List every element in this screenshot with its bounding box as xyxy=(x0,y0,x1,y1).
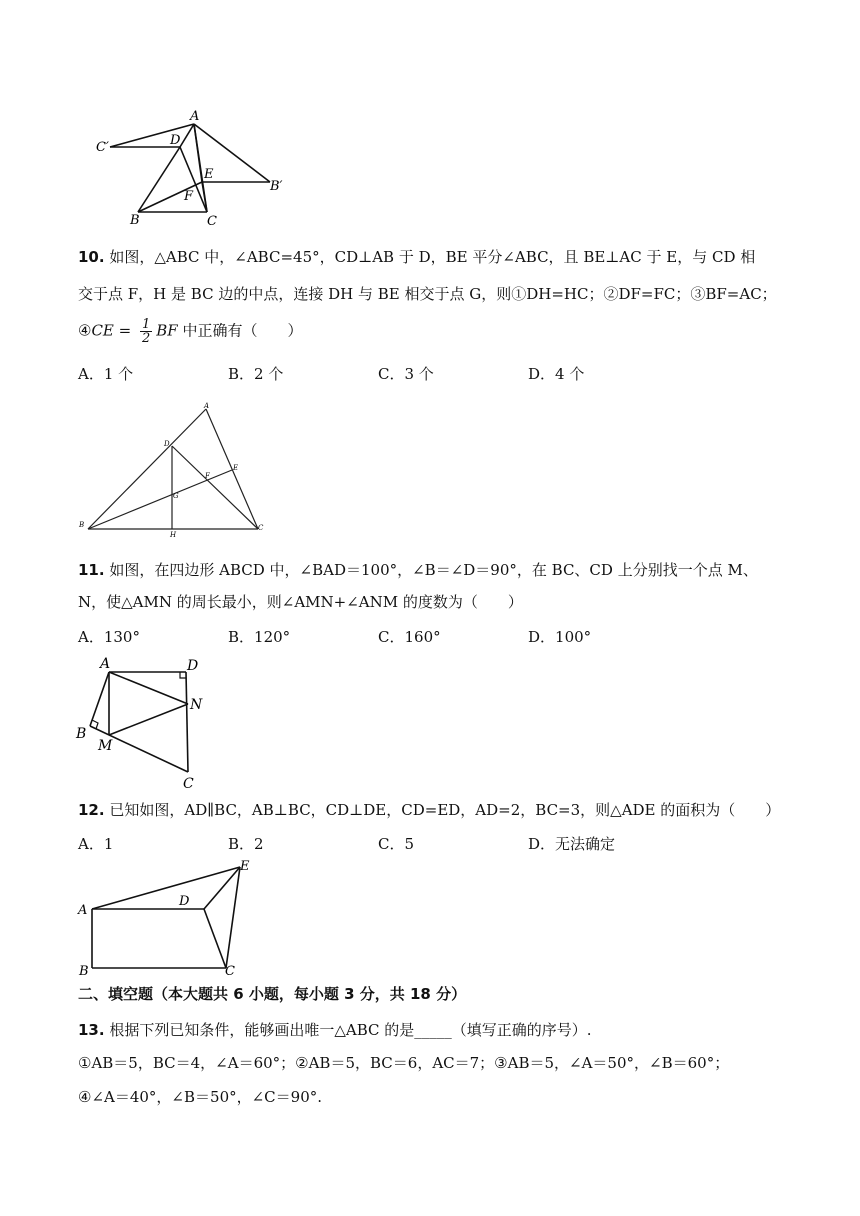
q10-number: 10. xyxy=(78,248,105,266)
q13-line-1 xyxy=(78,1020,592,1040)
q11-label-M: M xyxy=(98,738,113,754)
q11-label-D: D xyxy=(187,658,199,674)
q10-figure xyxy=(78,400,278,540)
q10-fraction xyxy=(140,318,152,345)
q12-label-B: B xyxy=(79,964,89,979)
q10-text-1: 如图，△ABC 中，∠ABC=45°，CD⊥AB 于 D，BE 平分∠ABC，且 BE⊥AC 于 E，与 CD 相 xyxy=(109,248,756,266)
q13-line-3: ④∠A＝40°，∠B＝50°，∠C＝90°. xyxy=(78,1088,323,1106)
q12-label-A: A xyxy=(78,903,88,918)
q10-option-b[interactable]: B．2 个 xyxy=(228,365,284,383)
q9-label-A: A xyxy=(190,109,200,124)
q11-label-N: N xyxy=(190,697,203,713)
q11-line-1 xyxy=(78,560,758,580)
q10-option-a[interactable]: A．1 个 xyxy=(78,365,134,383)
q11-label-A: A xyxy=(100,656,111,672)
q12-label-E: E xyxy=(240,859,250,874)
q10-frac-den: 2 xyxy=(142,331,151,346)
q11-option-a[interactable]: A．130° xyxy=(78,628,140,646)
q10-label-H: H xyxy=(170,531,177,539)
q12-option-d[interactable]: D．无法确定 xyxy=(528,835,616,853)
q9-figure xyxy=(90,108,300,228)
q9-label-Bprime: B′ xyxy=(270,179,283,194)
q10-option-d[interactable]: D．4 个 xyxy=(528,365,585,383)
q10-frac-num: 1 xyxy=(142,317,151,332)
q10-label-E: E xyxy=(233,464,239,472)
q9-label-D: D xyxy=(170,133,181,148)
q11-label-B: B xyxy=(76,726,87,742)
q10-bf: BF xyxy=(156,321,178,340)
q12-number: 12. xyxy=(78,801,105,819)
q13-number: 13. xyxy=(78,1021,105,1039)
q11-option-b[interactable]: B．120° xyxy=(228,628,291,646)
q10-line-1 xyxy=(78,247,755,267)
q12-label-C: C xyxy=(225,964,235,979)
q10-line-2: 交于点 F，H 是 BC 边的中点，连接 DH 与 BE 相交于点 G，则①DH=HC；②DF=FC；③BF=AC； xyxy=(78,285,777,303)
q10-line-3 xyxy=(78,318,303,345)
q11-number: 11. xyxy=(78,561,105,579)
q9-label-B: B xyxy=(130,213,140,228)
q12-figure xyxy=(76,858,256,978)
q10-label-A: A xyxy=(204,402,210,410)
q12-line-1 xyxy=(78,800,780,820)
q13-line-2: ①AB＝5，BC＝4，∠A＝60°；②AB＝5，BC＝6，AC＝7；③AB＝5，∠A＝50°，∠B＝60°； xyxy=(78,1054,730,1072)
q11-option-d[interactable]: D．100° xyxy=(528,628,592,646)
q10-label-G: G xyxy=(173,492,179,500)
q10-label-F: F xyxy=(205,472,210,480)
q11-figure xyxy=(76,656,216,790)
q11-text-1: 如图，在四边形 ABCD 中，∠BAD＝100°，∠B＝∠D＝90°，在 BC、CD 上分别找一个点 M、 xyxy=(109,561,758,579)
q10-equals: = xyxy=(113,321,136,340)
q9-label-Cprime: C′ xyxy=(96,140,109,155)
q11-option-c[interactable]: C．160° xyxy=(378,628,441,646)
q11-line-2: N，使△AMN 的周长最小，则∠AMN+∠ANM 的度数为（ ） xyxy=(78,593,523,611)
q10-label-D: D xyxy=(164,440,170,448)
q9-label-E: E xyxy=(204,167,214,182)
q10-option-c[interactable]: C．3 个 xyxy=(378,365,434,383)
q9-label-F: F xyxy=(184,189,194,204)
q10-ce: CE xyxy=(91,321,114,340)
q12-label-D: D xyxy=(179,894,190,909)
q13-text-1: 根据下列已知条件，能够画出唯一△ABC 的是_____（填写正确的序号）. xyxy=(109,1021,592,1039)
q12-text-1: 已知如图，AD∥BC，AB⊥BC，CD⊥DE，CD=ED，AD=2，BC=3，则△ADE 的面积为（ ） xyxy=(109,801,781,819)
q10-circle-4: ④ xyxy=(78,321,92,340)
q10-label-C: C xyxy=(258,524,264,532)
q11-label-C: C xyxy=(183,776,194,792)
q10-suffix: 中正确有（ ） xyxy=(177,321,303,340)
q12-option-c[interactable]: C．5 xyxy=(378,835,415,853)
section-2-heading: 二、填空题（本大题共 6 小题，每小题 3 分，共 18 分） xyxy=(78,985,467,1003)
q9-label-C: C xyxy=(207,214,217,229)
q10-label-B: B xyxy=(79,521,85,529)
q12-option-a[interactable]: A．1 xyxy=(78,835,114,853)
q12-option-b[interactable]: B．2 xyxy=(228,835,264,853)
